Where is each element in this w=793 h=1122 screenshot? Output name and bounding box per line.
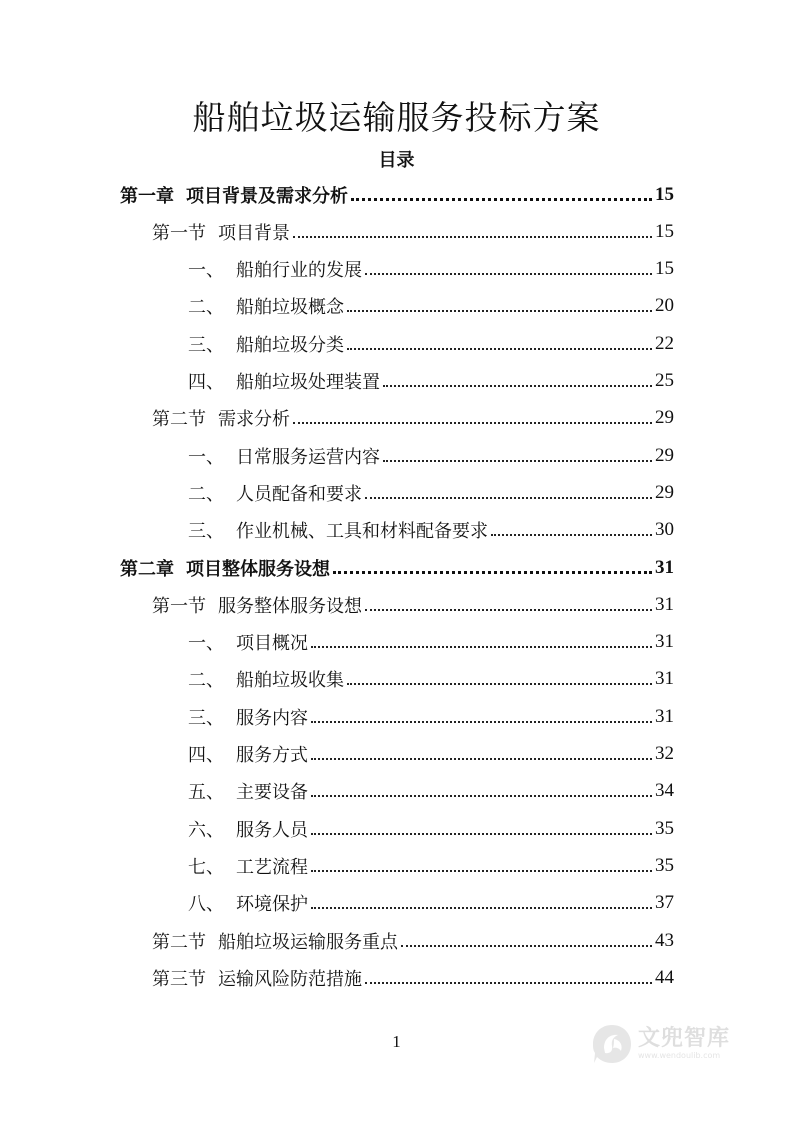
toc-entry[interactable] [188, 288, 674, 325]
toc-entry[interactable] [188, 325, 674, 362]
toc-entry-text: 需求分析 [218, 409, 290, 431]
toc-entry-page: 31 [655, 631, 674, 653]
toc-entry-prefix: 二、 [188, 297, 224, 319]
toc-entry-page: 32 [655, 743, 674, 764]
toc-entry-text: 服务人员 [236, 819, 308, 841]
toc-entry-page: 15 [655, 183, 674, 205]
toc-entry-prefix: 第一节 [152, 222, 206, 244]
toc-leader-dots [365, 609, 652, 611]
toc-leader-dots [311, 646, 652, 648]
toc-entry-text: 工艺流程 [236, 856, 308, 878]
toc-leader-dots [347, 348, 652, 350]
toc-entry-prefix: 一、 [188, 633, 224, 655]
toc-entry-prefix: 一、 [188, 446, 224, 468]
toc-entry-page: 37 [655, 892, 674, 914]
toc-entry-page: 22 [655, 332, 674, 354]
toc-entry-text: 人员配备和要求 [236, 483, 362, 505]
toc-entry-text: 主要设备 [236, 782, 308, 804]
watermark [590, 1022, 730, 1066]
document-title: 船舶垃圾运输服务投标方案 [192, 98, 601, 137]
toc-entry-prefix: 四、 [188, 745, 224, 766]
toc-entry-page: 15 [655, 220, 674, 242]
toc-entry-text: 船舶垃圾分类 [236, 334, 344, 356]
toc-leader-dots [383, 385, 652, 387]
toc-entry[interactable] [152, 922, 674, 959]
toc-leader-dots [293, 236, 652, 238]
toc-entry-page: 34 [655, 780, 674, 802]
toc-entry-page: 29 [655, 481, 674, 503]
toc-entry-prefix: 三、 [188, 707, 224, 729]
toc-entry[interactable] [188, 624, 674, 661]
toc-entry-prefix: 第三节 [152, 968, 206, 990]
toc-entry-text: 船舶垃圾运输服务重点 [218, 931, 398, 953]
toc-entry-prefix: 第一节 [152, 595, 206, 617]
toc-entry-prefix: 八、 [188, 894, 224, 916]
toc-heading: 目录 [378, 150, 415, 171]
toc-entry-prefix: 五、 [188, 782, 224, 804]
toc-entry[interactable] [152, 213, 674, 250]
toc-entry-prefix: 第二节 [152, 931, 206, 953]
toc-entry-text: 项目整体服务设想 [186, 558, 330, 580]
toc-entry-text: 项目背景及需求分析 [186, 185, 348, 207]
toc-entry-page: 35 [655, 817, 674, 839]
toc-entry-page: 15 [655, 258, 674, 280]
toc-entry-prefix: 七、 [188, 856, 224, 878]
toc-entry-page: 30 [655, 519, 674, 541]
toc-entry-text: 日常服务运营内容 [236, 446, 380, 468]
toc-entry-text: 船舶行业的发展 [236, 260, 362, 282]
toc-leader-dots [365, 982, 652, 984]
toc-entry[interactable] [188, 847, 674, 884]
toc-entry-prefix: 一、 [188, 260, 224, 282]
toc-entry-text: 服务方式 [236, 745, 308, 766]
toc-entry-prefix: 第二章 [120, 558, 174, 580]
toc-leader-dots [491, 534, 652, 536]
page-number: 1 [392, 1032, 401, 1051]
toc-entry-prefix: 第二节 [152, 409, 206, 431]
toc-entry[interactable] [120, 549, 674, 586]
toc-leader-dots [293, 422, 652, 424]
toc-entry-prefix: 三、 [188, 521, 224, 543]
toc-entry[interactable] [152, 400, 674, 437]
toc-entry-text: 运输风险防范措施 [218, 968, 362, 990]
toc-leader-dots [311, 758, 652, 760]
toc-entry-page: 29 [655, 407, 674, 429]
toc-entry-prefix: 二、 [188, 670, 224, 692]
toc-leader-dots [311, 721, 652, 723]
toc-leader-dots [347, 310, 652, 312]
toc-entry-prefix: 第一章 [120, 185, 174, 207]
toc-entry-text: 作业机械、工具和材料配备要求 [236, 521, 488, 543]
toc-entry[interactable] [120, 176, 674, 213]
wendou-logo-icon [590, 1022, 634, 1066]
toc-entry[interactable] [188, 437, 674, 474]
toc-entry-prefix: 二、 [188, 483, 224, 505]
toc-leader-dots [347, 683, 652, 685]
toc-entry-page: 31 [655, 556, 674, 578]
watermark-url: www.wendoulib.com [638, 1051, 721, 1060]
toc-leader-dots [311, 907, 652, 909]
toc-entry[interactable] [188, 661, 674, 698]
toc-entry[interactable] [188, 810, 674, 847]
toc-entry-text: 服务内容 [236, 707, 308, 729]
watermark-name: 文兜智库 [638, 1026, 731, 1051]
toc-leader-dots [401, 945, 652, 947]
toc-entry[interactable] [188, 474, 674, 511]
toc-entry-page: 31 [655, 668, 674, 690]
toc-entry[interactable] [188, 363, 674, 400]
toc-entry[interactable] [188, 512, 674, 549]
toc-entry-page: 35 [655, 854, 674, 876]
toc-entry-page: 29 [655, 444, 674, 466]
toc-entry-text: 船舶垃圾概念 [236, 297, 344, 319]
toc-leader-dots [365, 273, 652, 275]
toc-leader-dots [311, 795, 652, 797]
toc-entry-text: 项目概况 [236, 633, 308, 655]
toc-entry-page: 31 [655, 593, 674, 615]
toc-entry[interactable] [188, 773, 674, 810]
toc-leader-dots [311, 833, 652, 835]
toc-entry-text: 船舶垃圾处理装置 [236, 372, 380, 393]
toc-entry-prefix: 四、 [188, 372, 224, 393]
toc-entry-page: 20 [655, 295, 674, 317]
toc-entry[interactable] [152, 586, 674, 623]
toc-entry-page: 43 [655, 929, 674, 951]
toc-entry[interactable] [188, 698, 674, 735]
toc-entry-page: 31 [655, 705, 674, 727]
toc-entry[interactable] [188, 736, 674, 773]
toc-entry[interactable] [188, 885, 674, 922]
toc-leader-dots [365, 497, 652, 499]
toc-leader-dots [383, 460, 652, 462]
toc-entry-text: 服务整体服务设想 [218, 595, 362, 617]
toc-entry-prefix: 六、 [188, 819, 224, 841]
toc-entry-page: 44 [655, 966, 674, 988]
toc-entry[interactable] [152, 959, 674, 996]
toc-entry[interactable] [188, 251, 674, 288]
toc-entry-text: 船舶垃圾收集 [236, 670, 344, 692]
toc-leader-dots [311, 870, 652, 872]
toc-entry-prefix: 三、 [188, 334, 224, 356]
toc-entry-text: 环境保护 [236, 894, 308, 916]
toc-leader-dots [351, 198, 652, 201]
toc-entry-page: 25 [655, 370, 674, 391]
toc-entry-text: 项目背景 [218, 222, 290, 244]
toc-leader-dots [333, 571, 652, 574]
